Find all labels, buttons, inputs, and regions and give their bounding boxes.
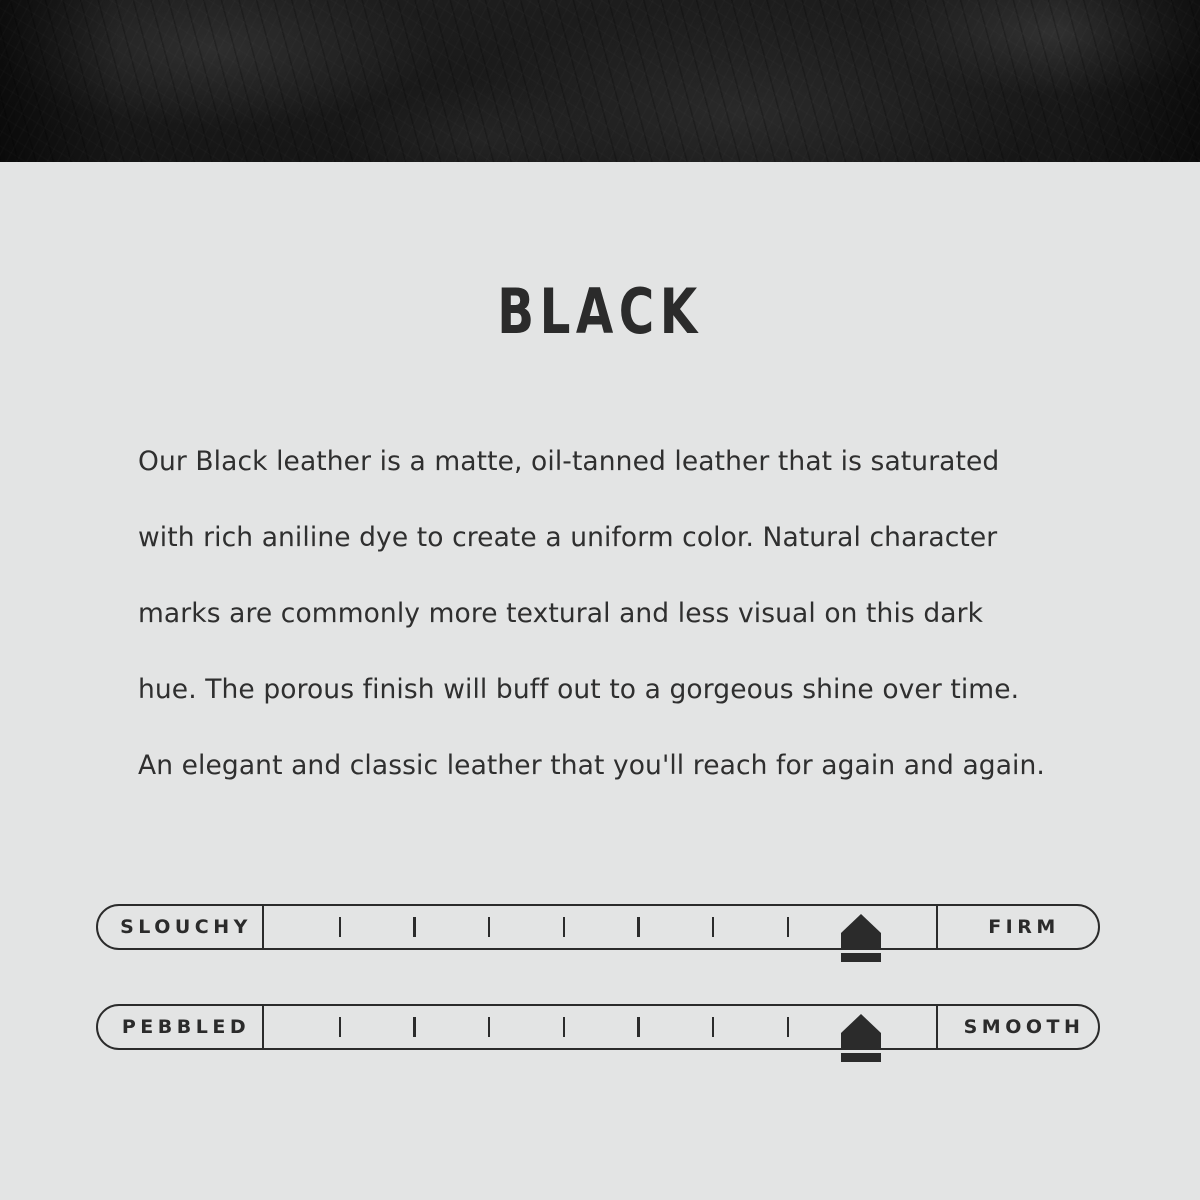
scale-tick	[712, 1017, 715, 1037]
marker-head-icon	[841, 914, 881, 933]
scale-tick	[637, 1017, 640, 1037]
scale-tick	[563, 917, 566, 937]
hero-right-shadow	[1060, 0, 1200, 162]
scale-marker[interactable]	[841, 1014, 881, 1062]
marker-body	[841, 933, 881, 949]
scale-right-label: SMOOTH	[936, 1004, 1104, 1050]
description-line: marks are commonly more textural and less visual on this dark	[138, 598, 984, 629]
marker-body	[841, 1033, 881, 1049]
scale-tick	[563, 1017, 566, 1037]
scale-left-label: SLOUCHY	[96, 904, 264, 950]
marker-bar	[841, 1053, 881, 1062]
scale-tick	[787, 917, 790, 937]
description-line: An elegant and classic leather that you'll reach for again and again.	[138, 750, 1045, 781]
black-leather-swatch-photo	[0, 0, 1200, 162]
scale-ticks	[264, 904, 936, 950]
scale-structure	[96, 904, 1104, 956]
scale-tick	[488, 1017, 491, 1037]
scale-tick	[787, 1017, 790, 1037]
description-line: Our Black leather is a matte, oil-tanned leather that is saturated	[138, 446, 1000, 477]
scale-ticks	[264, 1004, 936, 1050]
marker-bar	[841, 953, 881, 962]
page-title: BLACK	[497, 275, 703, 348]
scale-tick	[712, 917, 715, 937]
description-line: hue. The porous finish will buff out to a gorgeous shine over time.	[138, 674, 1020, 705]
scale-marker[interactable]	[841, 914, 881, 962]
marker-head-icon	[841, 1014, 881, 1033]
scale-texture	[96, 1004, 1104, 1056]
description-text	[138, 424, 1070, 804]
scale-tick	[488, 917, 491, 937]
content-card	[0, 162, 1200, 1200]
scale-tick	[339, 917, 342, 937]
scale-left-label: PEBBLED	[96, 1004, 264, 1050]
scale-tick	[413, 917, 416, 937]
scale-right-label: FIRM	[936, 904, 1104, 950]
scale-tick	[413, 1017, 416, 1037]
scale-tick	[339, 1017, 342, 1037]
hero-left-shadow	[0, 0, 120, 162]
scale-tick	[637, 917, 640, 937]
description-line: with rich aniline dye to create a uniform color. Natural character	[138, 522, 998, 553]
scales-group	[0, 904, 1200, 1104]
